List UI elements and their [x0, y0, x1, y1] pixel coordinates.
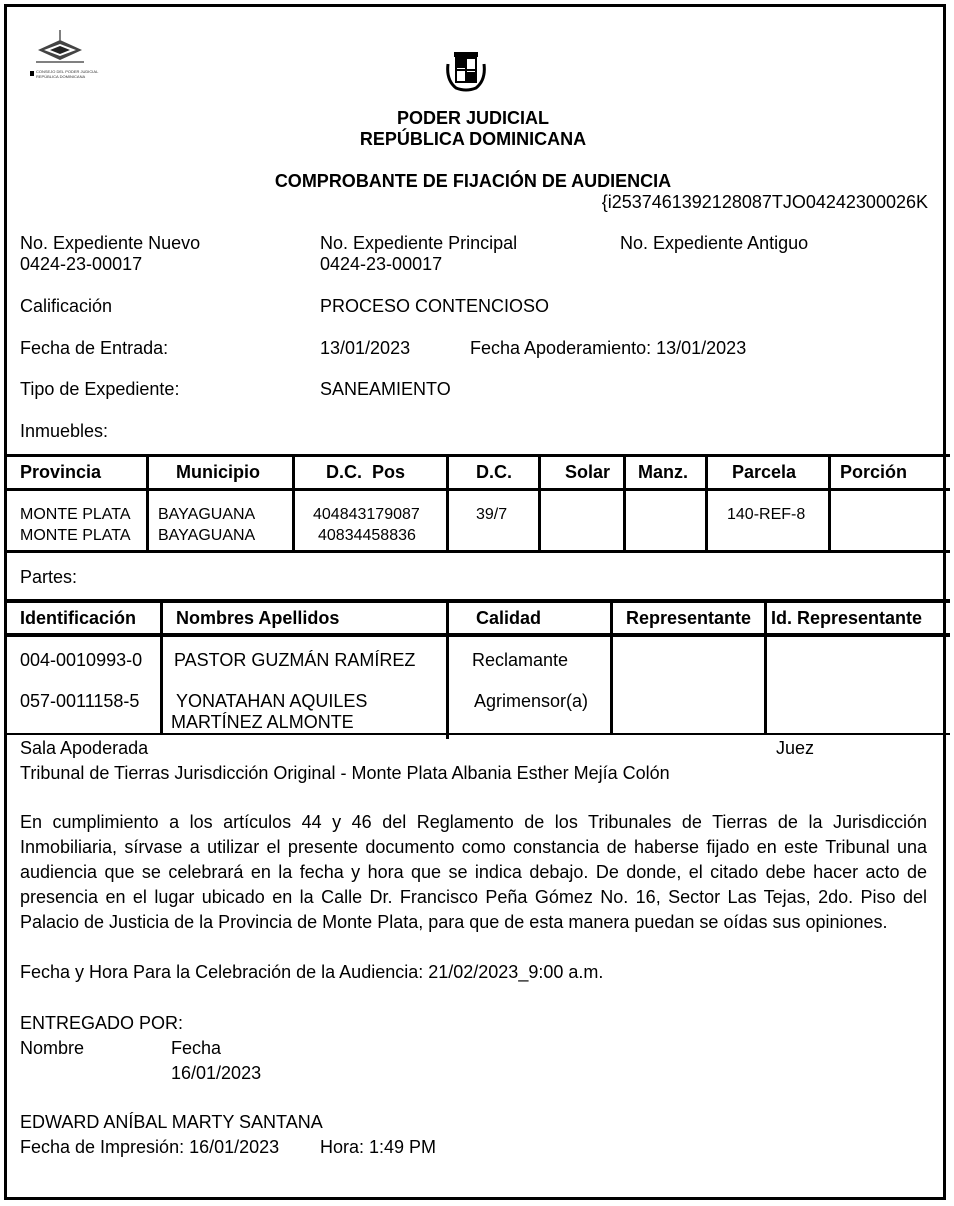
partes-divider: [764, 602, 767, 735]
col-provincia: Provincia: [20, 462, 102, 482]
fecha-impresion: Fecha de Impresión: 16/01/2023: [20, 1137, 280, 1157]
fecha-entrada-label: Fecha de Entrada:: [20, 338, 169, 358]
col-nombres: Nombres Apellidos: [176, 608, 340, 628]
tipo-label: Tipo de Expediente:: [20, 379, 180, 399]
parcela-cell: 140-REF-8: [727, 506, 806, 523]
col-porcion: Porción: [840, 462, 908, 482]
partes-header-line: [4, 633, 950, 637]
partes-divider: [160, 602, 163, 735]
juez-label: Juez: [776, 738, 815, 758]
calificacion-value: PROCESO CONTENCIOSO: [320, 296, 550, 316]
parte-nombre-line-2: MARTÍNEZ ALMONTE: [171, 712, 354, 732]
col-dc-pos: D.C. Pos: [326, 462, 406, 482]
parte-nombre: PASTOR GUZMÁN RAMÍREZ: [174, 650, 416, 670]
fecha-apoderamiento: Fecha Apoderamiento: 13/01/2023: [470, 338, 747, 358]
partes-bottom-line: [4, 733, 950, 735]
inmuebles-divider: [446, 456, 449, 552]
logo-text-line-1: CONSEJO DEL PODER JUDICIAL: [36, 69, 99, 74]
parte-calidad: Agrimensor(a): [474, 691, 589, 711]
tipo-value: SANEAMIENTO: [320, 379, 451, 399]
logo-text: [36, 69, 98, 79]
municipio-cell: BAYAGUANA: [158, 527, 256, 544]
document-title: COMPROBANTE DE FIJACIÓN DE AUDIENCIA: [274, 171, 672, 191]
inmuebles-divider: [828, 456, 831, 552]
inmuebles-divider: [292, 456, 295, 552]
parte-id: 057-0011158-5: [20, 691, 140, 711]
dc-cell: 39/7: [476, 506, 508, 523]
coat-of-arms: [444, 50, 488, 92]
provincia-cell: MONTE PLATA: [20, 506, 131, 523]
fecha-hora-audiencia: Fecha y Hora Para la Celebración de la Audiencia: 21/02/2023_9:00 a.m.: [20, 962, 604, 982]
partes-label: Partes:: [20, 567, 78, 587]
entregado-nombre: EDWARD ANÍBAL MARTY SANTANA: [20, 1112, 323, 1132]
sala-value: Tribunal de Tierras Jurisdicción Original - Monte Plata Albania Esther Mejía Colón: [20, 763, 670, 783]
col-dc: D.C.: [476, 462, 512, 482]
logo-text-line-2: REPÚBLICA DOMINICANA: [36, 74, 86, 79]
inmuebles-divider: [623, 456, 626, 552]
inmuebles-divider: [705, 456, 708, 552]
inmuebles-divider: [146, 456, 149, 552]
municipio-cell: BAYAGUANA: [158, 506, 256, 523]
partes-divider: [610, 602, 613, 735]
parte-calidad: Reclamante: [472, 650, 569, 670]
sala-label: Sala Apoderada: [20, 738, 149, 758]
col-representante: Representante: [626, 608, 752, 628]
inmuebles-divider: [538, 456, 541, 552]
dc-pos-cell: 404843179087: [313, 506, 420, 523]
coat-of-arms-icon: [444, 50, 488, 92]
consejo-logo: [28, 28, 99, 82]
partes-top-line: [4, 599, 950, 603]
header-line-1: PODER JUDICIAL: [396, 108, 549, 128]
col-parcela: Parcela: [732, 462, 797, 482]
fecha-entrega-value: 16/01/2023: [171, 1063, 262, 1083]
dc-pos-cell: 40834458836: [318, 527, 416, 544]
fecha-entrada-value: 13/01/2023: [320, 338, 411, 358]
entregado-label: ENTREGADO POR:: [20, 1013, 184, 1033]
col-solar: Solar: [565, 462, 611, 482]
exp-nuevo-label: No. Expediente Nuevo: [20, 233, 201, 253]
nombre-label: Nombre: [20, 1038, 85, 1058]
partes-divider: [446, 602, 449, 739]
body-paragraph: En cumplimiento a los artículos 44 y 46 del Reglamento de los Tribunales de Tierras de la Jurisdicción Inmobiliaria, sírvase a utilizar el presente documento como constancia de haberse fijado en este Tribunal una audiencia que se celebrará en la fecha y hora que se indica debajo. De donde, el citado debe hacer acto de presencia en el lugar ubicado en la Calle Dr. Francisco Peña Gómez No. 16, Sector Las Tejas, 2do. Piso del Palacio de Justicia de la Provincia de Monte Plata, para que de esta manera puedan se oídas sus opiniones.: [20, 812, 927, 932]
parte-nombre: YONATAHAN AQUILES: [176, 691, 368, 711]
col-identificacion: Identificación: [20, 608, 137, 628]
fecha-label: Fecha: [171, 1038, 222, 1058]
col-manz: Manz.: [638, 462, 689, 482]
inmuebles-label: Inmuebles:: [20, 421, 109, 441]
col-municipio: Municipio: [176, 462, 260, 482]
provincia-cell: MONTE PLATA: [20, 527, 131, 544]
hora-impresion: Hora: 1:49 PM: [320, 1137, 437, 1157]
exp-principal-label: No. Expediente Principal: [320, 233, 518, 253]
parte-id: 004-0010993-0: [20, 650, 143, 670]
exp-nuevo-value: 0424-23-00017: [20, 254, 143, 274]
document-code: {i2537461392128087TJO04242300026K: [601, 192, 928, 212]
header-line-2: REPÚBLICA DOMINICANA: [359, 129, 587, 149]
exp-principal-value: 0424-23-00017: [320, 254, 443, 274]
col-calidad: Calidad: [476, 608, 542, 628]
col-id-representante: Id. Representante: [771, 608, 923, 628]
exp-antiguo-label: No. Expediente Antiguo: [620, 233, 809, 253]
calificacion-label: Calificación: [20, 296, 113, 316]
